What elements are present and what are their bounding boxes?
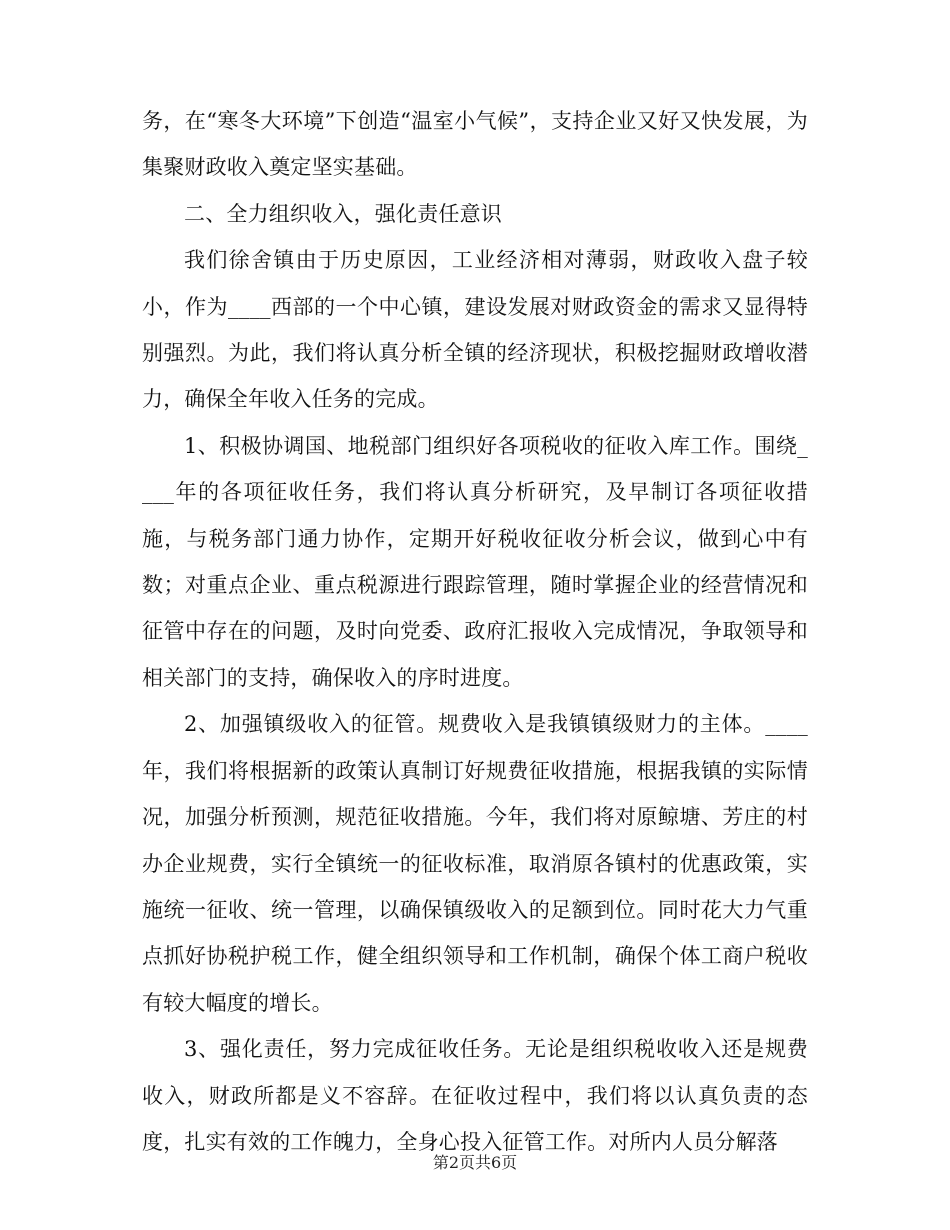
section-heading: 二、全力组织收入，强化责任意识	[184, 201, 502, 226]
paragraph-item-3: 3、强化责任，努力完成征收任务。无论是组织税收收入还是规费收入，财政所都是义不容辞。在征收过程中，我们将以认真负责的态度，扎实有效的工作魄力，全身心投入征管工作。对所内人员分解落	[142, 1037, 808, 1154]
paragraph-continuation: 务，在“寒冬大环境”下创造“温室小气候”，支持企业又好又快发展，为集聚财政收入奠定坚实基础。	[142, 109, 808, 180]
document-body	[142, 98, 808, 1165]
paragraph-item-2: 2、加强镇级收入的征管。规费收入是我镇镇级财力的主体。____年，我们将根据新的政策认真制订好规费征收措施，根据我镇的实际情况，加强分析预测，规范征收措施。今年，我们将对原鲸塘、芳庄的村办企业规费，实行全镇统一的征收标准，取消原各镇村的优惠政策，实施统一征收、统一管理，以确保镇级收入的足额到位。同时花大力气重点抓好协税护税工作，健全组织领导和工作机制，确保个体工商户税收有较大幅度的增长。	[142, 712, 808, 1015]
paragraph-item-1: 1、积极协调国、地税部门组织好各项税收的征收入库工作。围绕____年的各项征收任务，我们将认真分析研究，及早制订各项征收措施，与税务部门通力协作，定期开好税收征收分析会议，做到心中有数；对重点企业、重点税源进行跟踪管理，随时掌握企业的经营情况和征管中存在的问题，及时向党委、政府汇报收入完成情况，争取领导和相关部门的支持，确保收入的序时进度。	[142, 433, 808, 690]
paragraph-intro: 我们徐舍镇由于历史原因，工业经济相对薄弱，财政收入盘子较小，作为____西部的一个中心镇，建设发展对财政资金的需求又显得特别强烈。为此，我们将认真分析全镇的经济现状，积极挖掘财政增收潜力，确保全年收入任务的完成。	[142, 248, 808, 412]
page-number-footer: 第2页共6页	[432, 1153, 518, 1172]
